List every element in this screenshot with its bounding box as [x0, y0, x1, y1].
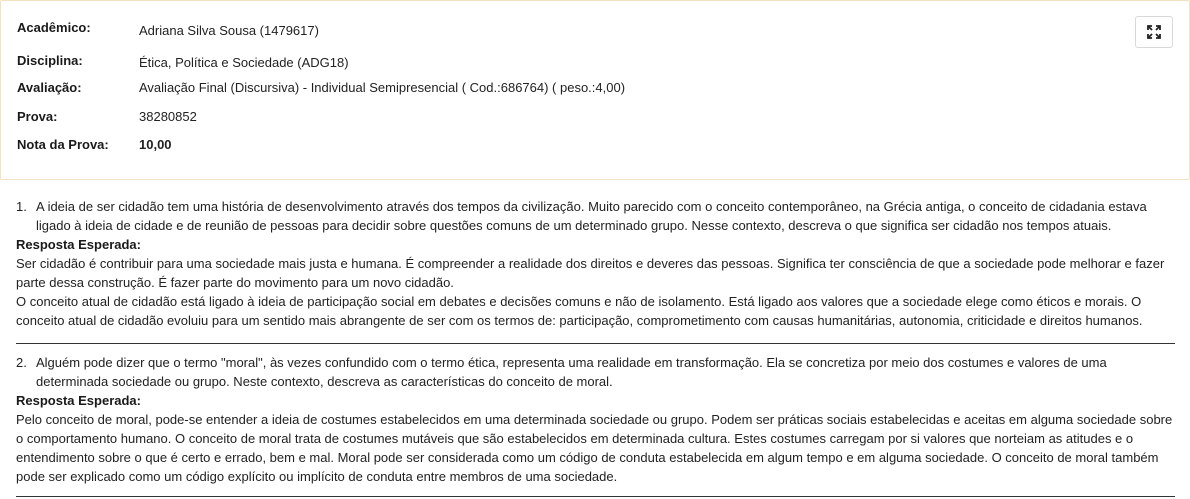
question-1: [16, 197, 1176, 330]
info-row-avaliacao: [17, 78, 625, 96]
question-1-text: A ideia de ser cidadão tem uma história de desenvolvimento através dos tempos da civilização. Muito parecido com o conceito contemporâneo, na Grécia antiga, o conceito de cidadania estava ligado à ideia de cidade e de reunião de pessoas para decidir sobre questões comuns de um determinado grupo. Nesse contexto, descreva o que significa ser cidadão nos tempos atuais.: [36, 199, 1147, 233]
disciplina-label: Disciplina:: [17, 52, 83, 68]
disciplina-value: Ética, Política e Sociedade (ADG18): [139, 55, 349, 70]
info-row-nota: [17, 135, 172, 153]
avaliacao-value: Avaliação Final (Discursiva) - Individual Semipresencial ( Cod.:686764) ( peso.:4,00): [139, 79, 626, 95]
info-row-prova: [17, 107, 197, 125]
nota-label: Nota da Prova:: [17, 136, 109, 152]
info-row-academico: [17, 18, 319, 36]
avaliacao-label: Avaliação:: [17, 79, 82, 95]
academico-value: Adriana Silva Sousa (1479617): [139, 22, 319, 38]
question-divider: [16, 343, 1175, 344]
question-1-answer-paragraph: O conceito atual de cidadão está ligado à ideia de participação social em debates e decisões comuns e não de isolamento. Está ligado aos valores que a sociedade elege como éticos e morais. O conceito atual de cidadão evoluiu para um sentido mais abrangente de ser com os termos de: participação, comprometimento com causas humanitárias, autonomia, criticidade e direitos humanos.: [16, 294, 1143, 328]
question-1-answer-label: Resposta Esperada:: [16, 237, 141, 252]
question-2-number: 2.: [16, 355, 27, 370]
prova-label: Prova:: [17, 108, 58, 124]
info-row-disciplina: [17, 51, 349, 69]
question-1-statement: [16, 197, 1176, 235]
question-2-answer-label: Resposta Esperada:: [16, 393, 141, 408]
exam-info-card: [0, 0, 1190, 180]
fullscreen-button[interactable]: [1135, 16, 1173, 48]
nota-value: 10,00: [139, 136, 172, 152]
academico-label: Acadêmico:: [17, 19, 91, 35]
question-1-number: 1.: [16, 199, 27, 214]
question-2-statement: [16, 353, 1176, 391]
question-divider: [16, 496, 1175, 497]
question-1-answer-paragraph: Ser cidadão é contribuir para uma sociedade mais justa e humana. É compreender a realidade dos direitos e deveres das pessoas. Significa ter consciência de que a sociedade pode melhorar e fazer parte dessa construção. É fazer parte do movimento para um novo cidadão.: [16, 256, 1165, 290]
prova-value: 38280852: [139, 108, 197, 124]
question-2-text: Alguém pode dizer que o termo "moral", às vezes confundido com o termo ética, representa uma realidade em transformação. Ela se concretiza por meio dos costumes e valores de uma determinada sociedade ou grupo. Neste contexto, descreva as características do conceito de moral.: [36, 355, 1107, 389]
question-2: [16, 353, 1176, 486]
question-2-answer-paragraph: Pelo conceito de moral, pode-se entender a ideia de costumes estabelecidos em uma determinada sociedade ou grupo. Podem ser práticas sociais estabelecidas e aceitas em alguma sociedade sobre o comportamento humano. O conceito de moral trata de costumes mutáveis que são estabelecidos em determinada cultura. Estes costumes carregam por si valores que norteiam as atitudes e o entendimento sobre o que é certo e errado, bem e mal. Moral pode ser considerada como um código de conduta estabelecida em algum tempo e em alguma sociedade. O conceito de moral também pode ser explicado como um código explícito ou implícito de conduta entre membros de uma sociedade.: [16, 412, 1173, 484]
expand-icon: [1147, 25, 1161, 39]
